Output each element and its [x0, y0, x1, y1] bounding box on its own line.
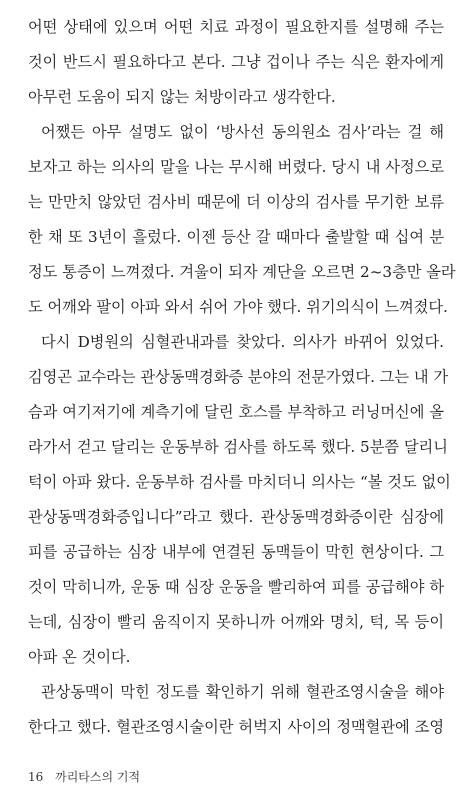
text-line: 다시 D병원의 심혈관내과를 찾았다. 의사가 바뀌어 있었다. [41, 333, 444, 351]
text-line: 것이 반드시 필요하다고 본다. 그냥 겁이나 주는 식은 환자에게 [28, 53, 444, 71]
text-line: 도 어깨와 팔이 아파 와서 쉬어 가야 했다. 위기의식이 느껴졌다. [28, 298, 448, 316]
page-footer [28, 768, 140, 785]
paragraph [28, 325, 451, 675]
text-line: 관상동맥이 막힌 정도를 확인하기 위해 혈관조영시술을 해야 [41, 683, 444, 701]
text-line: 는데, 심장이 빨리 움직이지 못하니까 어깨와 명치, 턱, 목 등이 [28, 613, 444, 631]
text-line: 턱이 아파 왔다. 운동부하 검사를 마치더니 의사는 “볼 것도 없이 [28, 473, 451, 491]
page-number: 16 [28, 770, 44, 784]
body-text [28, 10, 456, 745]
text-line: 보자고 하는 의사의 말을 나는 무시해 버렸다. 당시 내 사정으로 [28, 158, 444, 176]
text-line: 한 채 또 3년이 흘렀다. 이젠 등산 갈 때마다 출발할 때 십여 분 [28, 228, 444, 246]
text-line: 라가서 걷고 달리는 운동부하 검사를 하도록 했다. 5분쯤 달리니 [28, 438, 448, 456]
paragraph [28, 10, 444, 115]
text-line: 어쨌든 아무 설명도 없이 ‘방사선 동의원소 검사’라는 걸 해 [41, 123, 444, 141]
running-title: 까리타스의 기적 [55, 770, 141, 784]
text-line: 관상동맥경화증입니다”라고 했다. 관상동맥경화증이란 심장에 [28, 508, 444, 526]
text-line: 한다고 했다. 혈관조영시술이란 허벅지 사이의 정맥혈관에 조영 [28, 718, 444, 736]
text-line: 정도 통증이 느껴졌다. 겨울이 되자 계단을 오르면 2~3층만 올라 [28, 263, 456, 281]
paragraph [28, 675, 444, 745]
text-line: 는 만만치 않았던 검사비 때문에 더 이상의 검사를 무기한 보류 [28, 193, 444, 211]
text-line: 아파 온 것이다. [28, 648, 131, 666]
paragraph [28, 115, 456, 325]
text-line: 슴과 여기저기에 계측기에 달린 호스를 부착하고 러닝머신에 올 [28, 403, 444, 421]
text-line: 피를 공급하는 심장 내부에 연결된 동맥들이 막힌 현상이다. 그 [28, 543, 444, 561]
text-line: 어떤 상태에 있으며 어떤 치료 과정이 필요한지를 설명해 주는 [28, 18, 444, 36]
text-line: 김영곤 교수라는 관상동맥경화증 분야의 전문가였다. 그는 내 가 [28, 368, 449, 386]
text-line: 아무런 도움이 되지 않는 처방이라고 생각한다. [28, 88, 336, 106]
text-line: 것이 막히니까, 운동 때 심장 운동을 빨리하여 피를 공급해야 하 [28, 578, 444, 596]
